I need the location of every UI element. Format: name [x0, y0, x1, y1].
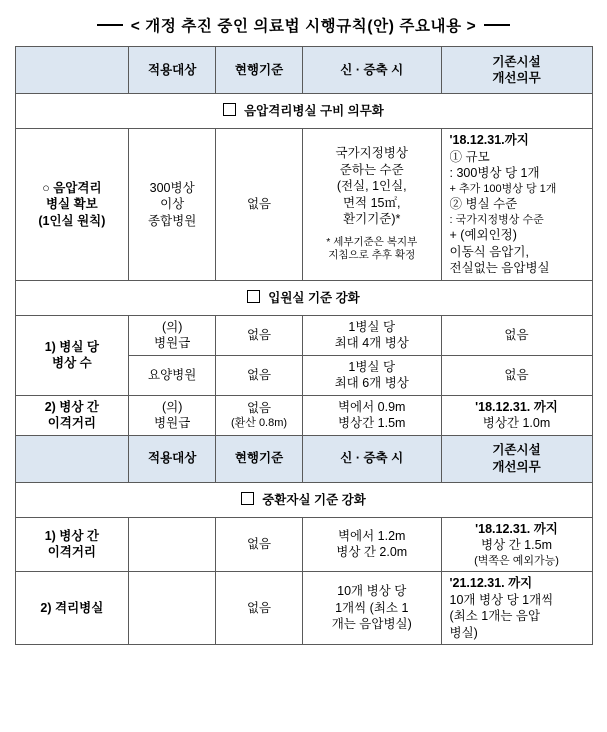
document-title-row	[14, 14, 593, 36]
cell-improve-line8: 이동식 음압기,	[449, 244, 529, 259]
header-existing-improve-line2: 개선의무	[492, 459, 541, 474]
cell-improve-line1: '21.12.31. 까지	[449, 576, 533, 591]
section-label: 중환자실 기준 강화	[262, 492, 366, 507]
cell-target-line2: 이상	[160, 197, 185, 212]
cell-new-note-line2: 지침으로 추후 확정	[328, 249, 416, 262]
cell-current	[216, 395, 303, 435]
header-new-build: 신 · 증축 시	[302, 435, 441, 482]
cell-new-line2: 최대 4개 병상	[334, 336, 409, 351]
cell-new-build	[302, 129, 441, 281]
page-title: < 개정 추진 중인 의료법 시행규칙(안) 주요내용 >	[130, 18, 477, 35]
cell-improve-line2: 10개 병상 당 1개씩	[449, 592, 554, 607]
section-header-negative-pressure	[15, 94, 592, 129]
header-blank	[15, 47, 129, 94]
table-header-row-repeat	[15, 435, 592, 482]
section-header-inpatient-room	[15, 280, 592, 315]
cell-current-line2: (환산 0.8m)	[230, 417, 288, 430]
header-current: 현행기준	[216, 47, 303, 94]
cell-target-line1: 300병상	[149, 180, 195, 195]
cell-target-line3: 종합병원	[148, 213, 197, 228]
cell-new-note-line1: * 세부기준은 복지부	[326, 235, 418, 248]
row-label-line1: 1) 병상 간	[44, 528, 100, 543]
cell-new-line2: 1개씩 (최소 1	[335, 600, 409, 615]
section-label: 입원실 기준 강화	[268, 290, 360, 305]
cell-new-line2: 병상간 1.5m	[337, 416, 406, 431]
cell-target-line2: 병원급	[154, 416, 191, 431]
cell-improve-line5: ② 병실 수준	[449, 197, 518, 212]
cell-new-line2: 병상 간 2.0m	[336, 545, 408, 560]
cell-improve-line1: '18.12.31. 까지	[475, 399, 558, 414]
cell-new-line1: 10개 병상 당	[337, 584, 407, 599]
header-target: 적용대상	[129, 47, 216, 94]
cell-improve-line1: '18.12.31.까지	[449, 133, 529, 147]
cell-new-line5: 환기기준)*	[343, 212, 401, 227]
row-label-line2: 이격거리	[47, 416, 97, 431]
header-current: 현행기준	[216, 435, 303, 482]
cell-existing-improve	[441, 129, 592, 281]
row-label-icu-isolation	[15, 572, 129, 645]
table-row	[15, 572, 592, 645]
cell-current-line1: 없음	[246, 400, 272, 415]
cell-target-line2: 병원급	[154, 336, 191, 351]
row-label-line1: 2) 격리병실	[40, 600, 104, 615]
cell-current: 없음	[216, 355, 303, 395]
header-existing-improve	[441, 47, 592, 94]
cell-existing-improve	[441, 572, 592, 645]
cell-improve-line2: 병상간 1.0m	[482, 416, 551, 431]
table-row	[15, 315, 592, 355]
cell-new-line1: 벽에서 0.9m	[337, 399, 406, 414]
cell-improve-line4: 병실)	[449, 625, 478, 640]
cell-improve-line2: 병상 간 1.5m	[481, 538, 552, 553]
row-label-icu-bed-spacing	[15, 517, 129, 572]
cell-improve-line3: : 300병상 당 1개	[449, 166, 540, 180]
cell-existing-improve	[441, 517, 592, 572]
header-existing-improve-line1: 기존시설	[492, 443, 541, 458]
row-label-negative-pressure	[15, 129, 129, 281]
table-row	[15, 395, 592, 435]
regulation-table	[15, 46, 593, 645]
cell-new-line1: 국가지정병상	[335, 146, 408, 161]
section-label: 음압격리병실 구비 의무화	[244, 104, 384, 119]
cell-new-line2: 최대 6개 병상	[334, 376, 409, 391]
title-rule-right	[484, 24, 510, 26]
cell-target	[129, 517, 216, 572]
cell-improve-line9: 전실없는 음압병실	[449, 261, 550, 276]
cell-improve-line4: + 추가 100병상 당 1개	[449, 182, 557, 195]
cell-new-line2: 준하는 수준	[339, 162, 404, 177]
cell-target	[129, 395, 216, 435]
row-label-line2: 병실 확보	[45, 197, 98, 212]
cell-new-line3: (전실, 1인실,	[336, 179, 407, 194]
row-label-line1: 1) 병실 당	[44, 339, 100, 354]
cell-improve-line1: '18.12.31. 까지	[475, 521, 558, 536]
cell-new-build	[302, 355, 441, 395]
cell-new-line4: 면적 15㎡,	[342, 195, 401, 210]
cell-current: 없음	[216, 315, 303, 355]
cell-new-line1: 벽에서 1.2m	[337, 528, 406, 543]
cell-existing-improve: 없음	[441, 355, 592, 395]
row-label-line1: 2) 병상 간	[44, 399, 100, 414]
cell-target-line1: (의)	[161, 399, 183, 414]
cell-new-build	[302, 572, 441, 645]
cell-improve-line3: (최소 1개는 음압	[449, 609, 541, 624]
row-label-line2: 이격거리	[47, 545, 97, 560]
cell-target	[129, 572, 216, 645]
cell-improve-line3: (벽쪽은 예외가능)	[474, 554, 559, 567]
cell-new-line1: 1병실 당	[348, 359, 396, 374]
title-rule-left	[97, 24, 123, 26]
cell-improve-line2: ① 규모	[449, 149, 490, 164]
checkbox-icon	[241, 492, 254, 505]
row-label-beds-per-room	[15, 315, 129, 395]
cell-target	[129, 315, 216, 355]
cell-new-build	[302, 315, 441, 355]
cell-improve-line7: + (예외인정)	[449, 228, 517, 243]
cell-existing-improve	[441, 395, 592, 435]
header-existing-improve	[441, 435, 592, 482]
cell-new-line3: 개는 음압병실)	[331, 617, 412, 632]
row-label-line1: ○ 음압격리	[42, 180, 102, 195]
row-label-bed-spacing	[15, 395, 129, 435]
header-new-build: 신 · 증축 시	[302, 47, 441, 94]
cell-new-line1: 1병실 당	[348, 319, 396, 334]
cell-improve-line6: : 국가지정병상 수준	[449, 213, 544, 226]
row-label-line3: (1인실 원칙)	[38, 213, 106, 228]
cell-target-line1: (의)	[161, 319, 183, 334]
table-row	[15, 517, 592, 572]
header-target: 적용대상	[129, 435, 216, 482]
cell-current: 없음	[216, 129, 303, 281]
cell-new-build	[302, 395, 441, 435]
checkbox-icon	[223, 103, 236, 116]
cell-target	[129, 129, 216, 281]
row-label-line2: 병상 수	[52, 356, 92, 371]
header-blank	[15, 435, 129, 482]
table-header-row	[15, 47, 592, 94]
cell-current: 없음	[216, 572, 303, 645]
cell-new-build	[302, 517, 441, 572]
header-existing-improve-line2: 개선의무	[492, 71, 541, 85]
checkbox-icon	[247, 290, 260, 303]
section-header-icu	[15, 482, 592, 517]
cell-target: 요양병원	[129, 355, 216, 395]
table-row	[15, 129, 592, 281]
cell-existing-improve: 없음	[441, 315, 592, 355]
cell-current: 없음	[216, 517, 303, 572]
header-existing-improve-line1: 기존시설	[492, 54, 541, 69]
